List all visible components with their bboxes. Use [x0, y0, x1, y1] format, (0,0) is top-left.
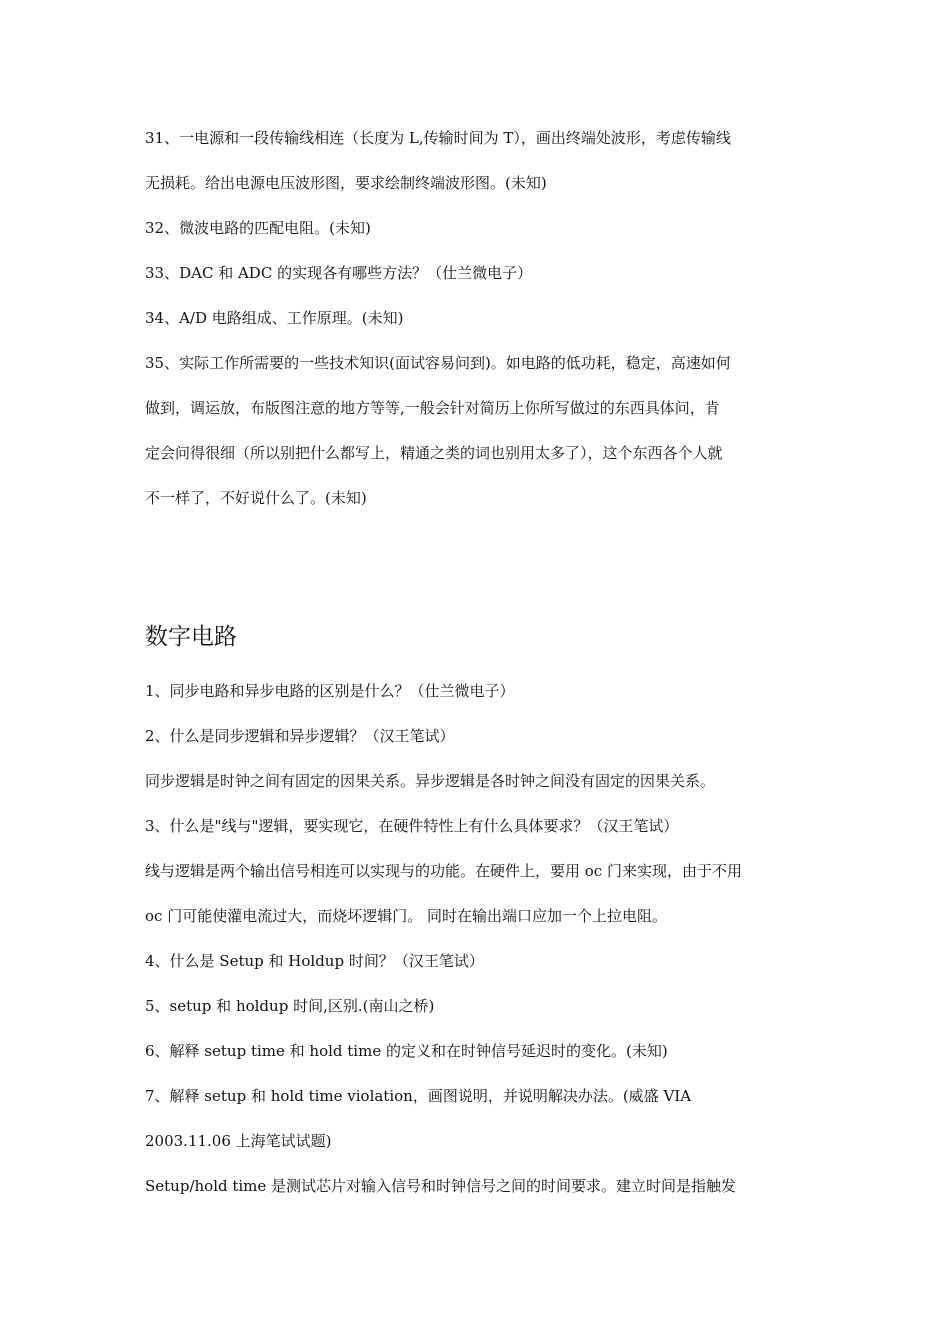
text-line: 35、实际工作所需要的一些技术知识(面试容易问到)。如电路的低功耗，稳定，高速如何: [145, 354, 731, 372]
text-line: 34、A/D 电路组成、工作原理。(未知): [145, 309, 404, 327]
text-line: 5、setup 和 holdup 时间,区别.(南山之桥): [145, 997, 435, 1015]
text-line: oc 门可能使灌电流过大，而烧坏逻辑门。 同时在输出端口应加一个上拉电阻。: [145, 907, 667, 925]
text-line: 31、一电源和一段传输线相连（长度为 L,传输时间为 T），画出终端处波形，考虑传输线: [145, 129, 731, 147]
text-line: 33、DAC 和 ADC 的实现各有哪些方法？（仕兰微电子）: [145, 264, 533, 282]
text-line: 2003.11.06 上海笔试试题): [145, 1132, 332, 1150]
text-line: 7、解释 setup 和 hold time violation，画图说明，并说明解决办法。(威盛 VIA: [145, 1087, 692, 1105]
text-line: 32、微波电路的匹配电阻。(未知): [145, 219, 371, 237]
section-heading: 数字电路: [145, 624, 237, 650]
text-line: 同步逻辑是时钟之间有固定的因果关系。异步逻辑是各时钟之间没有固定的因果关系。: [145, 772, 716, 790]
text-line: Setup/hold time 是测试芯片对输入信号和时钟信号之间的时间要求。建立时间是指触发: [145, 1177, 737, 1195]
text-line: 不一样了，不好说什么了。(未知): [145, 489, 367, 507]
text-line: 做到，调运放，布版图注意的地方等等,一般会针对简历上你所写做过的东西具体问，肯: [145, 399, 720, 417]
text-line: 4、什么是 Setup 和 Holdup 时间？（汉王笔试）: [145, 952, 484, 970]
text-line: 2、什么是同步逻辑和异步逻辑？（汉王笔试）: [145, 727, 455, 745]
text-line: 线与逻辑是两个输出信号相连可以实现与的功能。在硬件上，要用 oc 门来实现，由于不用: [145, 862, 742, 880]
text-line: 3、什么是"线与"逻辑，要实现它，在硬件特性上有什么具体要求？（汉王笔试）: [145, 817, 679, 835]
text-line: 定会问得很细（所以别把什么都写上，精通之类的词也别用太多了），这个东西各个人就: [145, 444, 723, 462]
text-line: 6、解释 setup time 和 hold time 的定义和在时钟信号延迟时的变化。(未知): [145, 1042, 668, 1060]
text-line: 1、同步电路和异步电路的区别是什么？（仕兰微电子）: [145, 682, 515, 700]
text-line: 无损耗。给出电源电压波形图，要求绘制终端波形图。(未知): [145, 174, 547, 192]
